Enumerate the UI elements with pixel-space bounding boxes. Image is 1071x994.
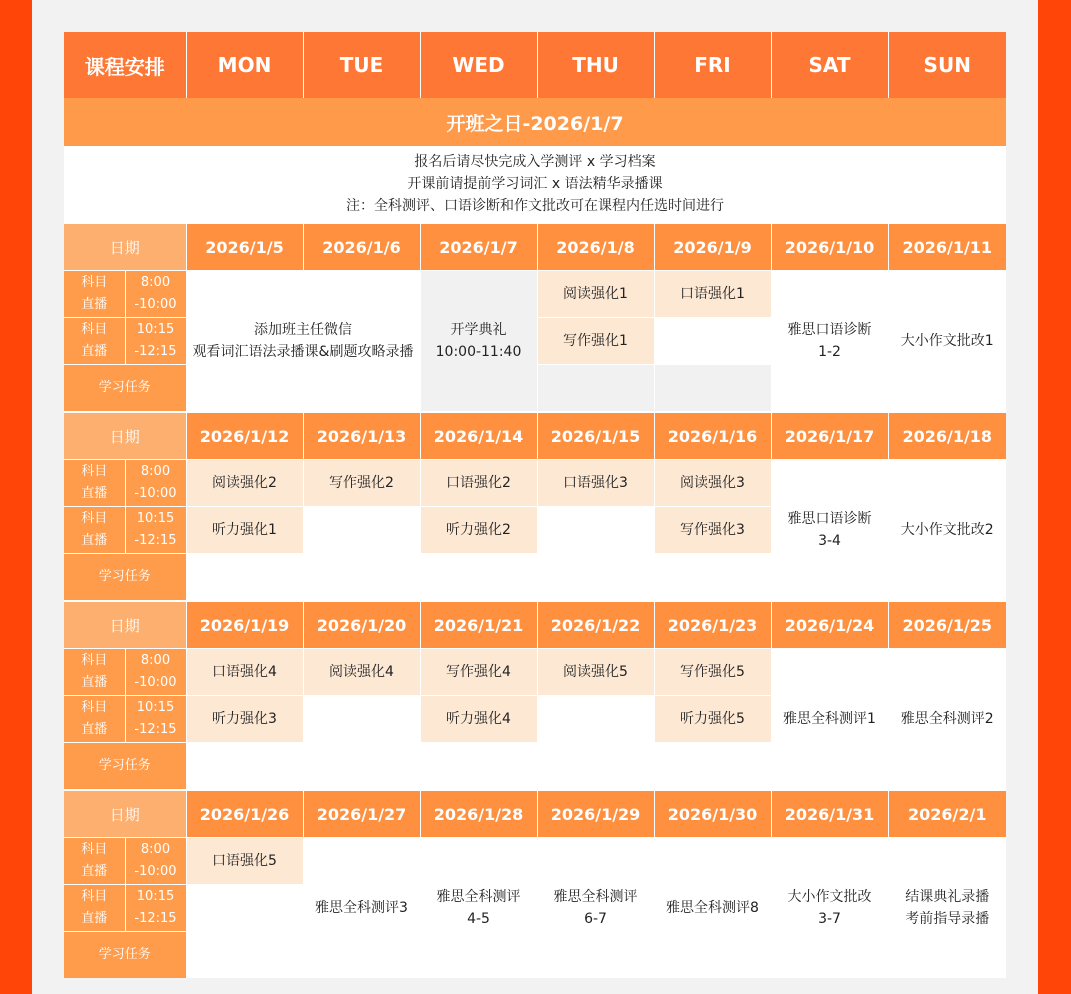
date-cell: 2026/1/28 (420, 790, 537, 838)
left-accent-bar (0, 0, 32, 994)
date-cell: 2026/1/13 (303, 412, 420, 460)
slot-time-label: 8:00 -10:00 (125, 271, 186, 318)
slot-time-label: 8:00 -10:00 (125, 838, 186, 885)
live-slot-1-row (64, 649, 1006, 696)
start-banner-row (64, 98, 1006, 146)
date-cell: 2026/1/9 (654, 223, 771, 271)
slot-time-label: 10:15 -12:15 (125, 318, 186, 365)
note-line: 开课前请提前学习词汇 x 语法精华录播课 (407, 176, 663, 192)
slot-time-label: 10:15 -12:15 (125, 696, 186, 743)
course-cell: 听力强化1 (186, 507, 303, 554)
weekend-activity: 大小作文批改 3-7 (771, 838, 888, 979)
date-cell: 2026/1/31 (771, 790, 888, 838)
day-header-wed: WED (420, 32, 537, 98)
assessment-cell: 雅思全科测评 4-5 (420, 838, 537, 979)
empty-cell (186, 554, 303, 602)
course-cell: 口语强化2 (420, 460, 537, 507)
enrollment-notes (64, 146, 1006, 223)
course-cell: 听力强化4 (420, 696, 537, 743)
course-cell: 写作强化1 (537, 318, 654, 365)
course-schedule-table (64, 32, 1006, 978)
note-line: 报名后请尽快完成入学测评 x 学习档案 (414, 154, 656, 170)
course-cell: 听力强化3 (186, 696, 303, 743)
slot-type-label: 科目 直播 (64, 838, 125, 885)
course-cell: 写作强化2 (303, 460, 420, 507)
date-cell: 2026/1/20 (303, 601, 420, 649)
empty-cell (303, 696, 420, 743)
week-date-row (64, 412, 1006, 460)
course-cell: 阅读强化1 (537, 271, 654, 318)
empty-cell (303, 554, 420, 602)
slot-time-label: 10:15 -12:15 (125, 507, 186, 554)
date-cell: 2026/1/30 (654, 790, 771, 838)
empty-cell (186, 885, 303, 932)
date-cell: 2026/1/15 (537, 412, 654, 460)
date-cell: 2026/1/7 (420, 223, 537, 271)
date-cell: 2026/1/8 (537, 223, 654, 271)
course-cell: 写作强化3 (654, 507, 771, 554)
date-cell: 2026/1/11 (888, 223, 1006, 271)
course-cell: 阅读强化3 (654, 460, 771, 507)
date-cell: 2026/1/23 (654, 601, 771, 649)
day-header-sat: SAT (771, 32, 888, 98)
week-date-row (64, 790, 1006, 838)
slot-type-label: 科目 直播 (64, 885, 125, 932)
assessment-cell: 雅思全科测评 6-7 (537, 838, 654, 979)
empty-cell (537, 365, 654, 413)
task-label: 学习任务 (64, 365, 186, 413)
start-banner: 开班之日-2026/1/7 (64, 98, 1006, 146)
empty-cell (420, 554, 537, 602)
empty-cell (420, 743, 537, 791)
slot-time-label: 8:00 -10:00 (125, 460, 186, 507)
empty-cell (537, 696, 654, 743)
slot-time-label: 10:15 -12:15 (125, 885, 186, 932)
slot-type-label: 科目 直播 (64, 318, 125, 365)
date-cell: 2026/1/29 (537, 790, 654, 838)
date-cell: 2026/1/12 (186, 412, 303, 460)
date-cell: 2026/1/6 (303, 223, 420, 271)
date-cell: 2026/1/18 (888, 412, 1006, 460)
course-cell: 口语强化1 (654, 271, 771, 318)
course-cell: 写作强化5 (654, 649, 771, 696)
opening-ceremony: 开学典礼 10:00-11:40 (420, 271, 537, 413)
date-cell: 2026/1/5 (186, 223, 303, 271)
course-cell: 听力强化2 (420, 507, 537, 554)
weekend-activity: 雅思口语诊断 3-4 (771, 460, 888, 602)
weekend-activity: 大小作文批改2 (888, 460, 1006, 602)
course-cell: 听力强化5 (654, 696, 771, 743)
empty-cell (654, 554, 771, 602)
date-cell: 2026/2/1 (888, 790, 1006, 838)
date-cell: 2026/1/16 (654, 412, 771, 460)
weekend-activity: 雅思全科测评1 (771, 649, 888, 791)
notes-row (64, 146, 1006, 223)
right-accent-bar (1038, 0, 1071, 994)
weekend-activity: 结课典礼录播 考前指导录播 (888, 838, 1006, 979)
date-cell: 2026/1/10 (771, 223, 888, 271)
assessment-cell: 雅思全科测评3 (303, 838, 420, 979)
empty-cell (537, 743, 654, 791)
empty-cell (303, 507, 420, 554)
note-line: 注：全科测评、口语诊断和作文批改可在课程内任选时间进行 (346, 198, 724, 214)
day-header-mon: MON (186, 32, 303, 98)
day-header-fri: FRI (654, 32, 771, 98)
slot-type-label: 科目 直播 (64, 271, 125, 318)
weekday-header-row (64, 32, 1006, 98)
slot-type-label: 科目 直播 (64, 649, 125, 696)
week-date-row (64, 223, 1006, 271)
weekend-activity: 大小作文批改1 (888, 271, 1006, 413)
weekend-activity: 雅思口语诊断 1-2 (771, 271, 888, 413)
empty-cell (537, 507, 654, 554)
empty-cell (186, 743, 303, 791)
date-cell: 2026/1/24 (771, 601, 888, 649)
date-cell: 2026/1/27 (303, 790, 420, 838)
day-header-sun: SUN (888, 32, 1006, 98)
date-cell: 2026/1/17 (771, 412, 888, 460)
slot-type-label: 科目 直播 (64, 507, 125, 554)
slot-type-label: 科目 直播 (64, 460, 125, 507)
date-cell: 2026/1/25 (888, 601, 1006, 649)
course-cell: 口语强化4 (186, 649, 303, 696)
date-cell: 2026/1/21 (420, 601, 537, 649)
date-cell: 2026/1/14 (420, 412, 537, 460)
live-slot-1-row (64, 838, 1006, 885)
date-cell: 2026/1/26 (186, 790, 303, 838)
empty-cell (537, 554, 654, 602)
day-header-thu: THU (537, 32, 654, 98)
live-slot-1-row (64, 460, 1006, 507)
week-date-row (64, 601, 1006, 649)
assessment-cell: 雅思全科测评8 (654, 838, 771, 979)
onboarding-task: 添加班主任微信 观看词汇语法录播课&刷题攻略录播 (186, 271, 420, 413)
date-label: 日期 (64, 790, 186, 838)
empty-cell (654, 365, 771, 413)
date-cell: 2026/1/19 (186, 601, 303, 649)
weekend-activity: 雅思全科测评2 (888, 649, 1006, 791)
empty-cell (654, 743, 771, 791)
slot-type-label: 科目 直播 (64, 696, 125, 743)
empty-cell (654, 318, 771, 365)
course-cell: 口语强化3 (537, 460, 654, 507)
course-cell: 写作强化4 (420, 649, 537, 696)
date-cell: 2026/1/22 (537, 601, 654, 649)
task-label: 学习任务 (64, 743, 186, 791)
course-cell: 口语强化5 (186, 838, 303, 885)
task-label: 学习任务 (64, 932, 186, 979)
course-cell: 阅读强化5 (537, 649, 654, 696)
task-label: 学习任务 (64, 554, 186, 602)
day-header-tue: TUE (303, 32, 420, 98)
date-label: 日期 (64, 223, 186, 271)
date-label: 日期 (64, 412, 186, 460)
slot-time-label: 8:00 -10:00 (125, 649, 186, 696)
course-cell: 阅读强化4 (303, 649, 420, 696)
live-slot-1-row (64, 271, 1006, 318)
course-cell: 阅读强化2 (186, 460, 303, 507)
empty-cell (303, 743, 420, 791)
schedule-corner-title: 课程安排 (64, 32, 186, 98)
empty-cell (186, 932, 303, 979)
date-label: 日期 (64, 601, 186, 649)
